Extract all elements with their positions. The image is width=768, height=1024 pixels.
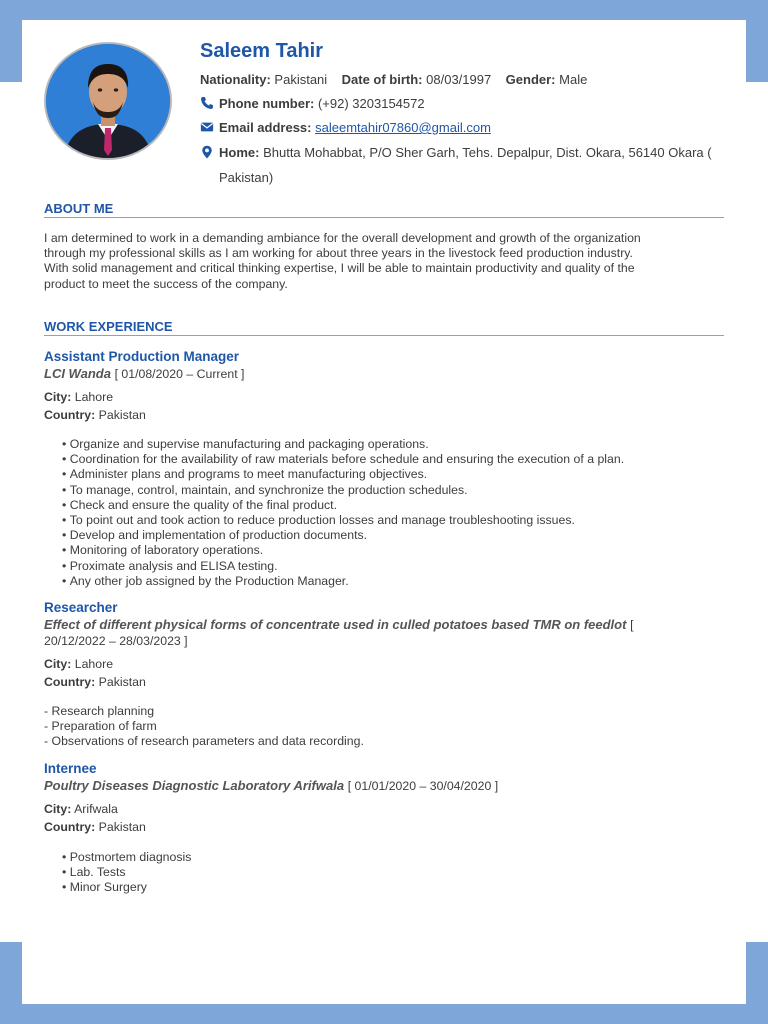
- profile-photo-illustration: [46, 44, 170, 158]
- list-item: - Observations of research parameters and data recording.: [44, 734, 364, 749]
- country-value: Pakistan: [98, 820, 146, 834]
- phone-icon: [200, 96, 214, 110]
- phone-label: Phone number:: [219, 96, 315, 111]
- job-title: Researcher: [44, 600, 118, 615]
- list-item: • Administer plans and programs to meet manufacturing objectives.: [62, 467, 624, 482]
- email-label: Email address:: [219, 120, 312, 135]
- home-line: [200, 144, 712, 162]
- home-label: Home:: [219, 145, 260, 160]
- list-item: - Preparation of farm: [44, 719, 364, 734]
- job-duties-list: [62, 437, 624, 589]
- city-value: Arifwala: [74, 802, 118, 816]
- work-experience-heading: WORK EXPERIENCE: [44, 319, 724, 336]
- country-label: Country:: [44, 675, 96, 689]
- job-employer: LCI Wanda: [44, 366, 111, 381]
- about-line: With solid management and critical thinking expertise, I will be able to maintain productivity and quality of the: [44, 261, 635, 276]
- email-line: [200, 119, 491, 137]
- gender-label: Gender:: [505, 72, 556, 87]
- city-label: City:: [44, 657, 72, 671]
- frame-corner-top-right: [746, 20, 768, 82]
- job-employer-line: [44, 778, 724, 794]
- frame-corner-bottom-right: [746, 942, 768, 1004]
- about-line: product to meet the success of the company.: [44, 276, 288, 291]
- job-duties-list: [62, 850, 191, 896]
- page-frame-bottom: [0, 1004, 768, 1024]
- home-address-line-2: Pakistan): [219, 170, 274, 185]
- job-employer: Effect of different physical forms of concentrate used in culled potatoes based TMR on feedlot: [44, 617, 627, 632]
- job-employer-line: [44, 617, 724, 633]
- job-country: [44, 674, 146, 690]
- dob-value: 08/03/1997: [426, 72, 492, 87]
- email-link[interactable]: saleemtahir07860@gmail.com: [315, 120, 491, 135]
- list-item: • To point out and took action to reduce production losses and manage troubleshooting issues.: [62, 513, 624, 528]
- list-item: • To manage, control, maintain, and synchronize the production schedules.: [62, 483, 624, 498]
- country-label: Country:: [44, 820, 96, 834]
- job-dates: [ 01/01/2020 – 30/04/2020 ]: [347, 779, 499, 793]
- location-pin-icon: [200, 145, 214, 159]
- personal-info-line: [200, 71, 587, 89]
- list-item: • Minor Surgery: [62, 880, 191, 895]
- job-dates: 20/12/2022 – 28/03/2023 ]: [44, 634, 188, 648]
- country-value: Pakistan: [98, 408, 146, 422]
- list-item: • Lab. Tests: [62, 865, 191, 880]
- country-label: Country:: [44, 408, 96, 422]
- list-item: • Coordination for the availability of raw materials before schedule and ensuring the execution of a plan.: [62, 452, 624, 467]
- city-label: City:: [44, 390, 72, 404]
- home-address-line-1: Bhutta Mohabbat, P/O Sher Garh, Tehs. Depalpur, Dist. Okara, 56140 Okara (: [263, 145, 712, 160]
- job-duties-list: [44, 704, 364, 750]
- list-item: • Develop and implementation of production documents.: [62, 528, 624, 543]
- country-value: Pakistan: [98, 675, 146, 689]
- phone-line: [200, 95, 425, 113]
- about-me-text: [44, 231, 724, 292]
- list-item: • Monitoring of laboratory operations.: [62, 543, 624, 558]
- frame-corner-bottom-left: [0, 942, 22, 1004]
- city-label: City:: [44, 802, 72, 816]
- about-line: through my professional skills as I am working for about three years in the livestock feed production industry.: [44, 246, 633, 261]
- job-country: [44, 407, 146, 423]
- nationality-label: Nationality:: [200, 72, 271, 87]
- list-item: • Proximate analysis and ELISA testing.: [62, 559, 624, 574]
- job-title: Assistant Production Manager: [44, 349, 240, 364]
- city-value: Lahore: [74, 390, 114, 404]
- job-dates-open: [: [630, 618, 634, 632]
- city-value: Lahore: [74, 657, 114, 671]
- candidate-name: Saleem Tahir: [200, 40, 324, 62]
- job-employer: Poultry Diseases Diagnostic Laboratory Arifwala: [44, 778, 345, 793]
- job-city: [44, 801, 118, 817]
- dob-label: Date of birth:: [341, 72, 423, 87]
- job-dates: [ 01/08/2020 – Current ]: [114, 367, 245, 381]
- job-country: [44, 819, 146, 835]
- gender-value: Male: [559, 72, 588, 87]
- job-employer-line: [44, 366, 724, 382]
- list-item: • Check and ensure the quality of the final product.: [62, 498, 624, 513]
- list-item: • Postmortem diagnosis: [62, 850, 191, 865]
- list-item: • Organize and supervise manufacturing and packaging operations.: [62, 437, 624, 452]
- list-item: - Research planning: [44, 704, 364, 719]
- envelope-icon: [200, 120, 214, 134]
- about-line: I am determined to work in a demanding ambiance for the overall development and growth of the organization: [44, 231, 641, 245]
- frame-corner-top-left: [0, 20, 22, 82]
- phone-value: (+92) 3203154572: [317, 96, 425, 111]
- job-city: [44, 656, 113, 672]
- profile-photo: [44, 42, 172, 160]
- job-city: [44, 389, 113, 405]
- page-frame-top: [0, 0, 768, 20]
- job-title: Internee: [44, 761, 97, 776]
- about-me-heading: ABOUT ME: [44, 201, 724, 218]
- list-item: • Any other job assigned by the Production Manager.: [62, 574, 624, 589]
- nationality-value: Pakistani: [274, 72, 328, 87]
